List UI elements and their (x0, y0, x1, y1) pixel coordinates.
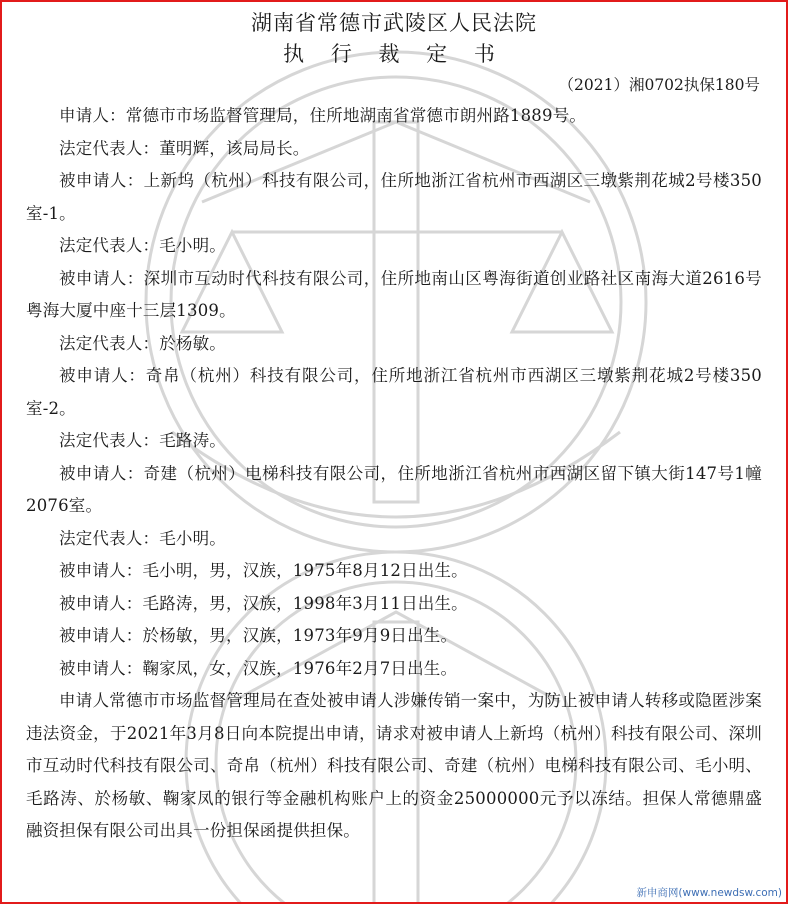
document-type-title: 执 行 裁 定 书 (283, 42, 505, 66)
respondent-1-legal-representative: 法定代表人：毛小明。 (59, 236, 226, 255)
case-body-paragraph: 申请人常德市市场监督管理局在查处被申请人涉嫌传销一案中，为防止被申请人转移或隐匿涉案违法资金，于2021年3月8日向本院提出申请，请求对被申请人上新坞（杭州）科技有限公司、深圳市互动时代科技有限公司、奇帛（杭州）科技有限公司、奇建（杭州）电梯科技有限公司、毛小明、毛路涛、於杨敏、鞠家凤的银行等金融机构账户上的资金25000000元予以冻结。担保人常德鼎盛融资担保有限公司出具一份担保函提供担保。 (26, 691, 762, 840)
respondent-7: 被申请人：於杨敏，男，汉族，1973年9月9日出生。 (59, 626, 458, 645)
respondent-6: 被申请人：毛路涛，男，汉族，1998年3月11日出生。 (59, 593, 468, 613)
respondent-2: 被申请人：深圳市互动时代科技有限公司，住所地南山区粤海街道创业路社区南海大道2616号粤海大厦中座十三层1309。 (26, 268, 762, 320)
applicant-legal-representative: 法定代表人：董明辉，该局局长。 (59, 138, 310, 158)
respondent-3-legal-representative: 法定代表人：毛路涛。 (59, 431, 226, 450)
respondent-1: 被申请人：上新坞（杭州）科技有限公司，住所地浙江省杭州市西湖区三墩紫荆花城2号楼350室-1。 (26, 171, 762, 223)
respondent-8: 被申请人：鞠家凤，女，汉族，1976年2月7日出生。 (59, 658, 458, 678)
court-name: 湖南省常德市武陵区人民法院 (251, 11, 537, 35)
source-watermark-logo: 新申商网(www.newdsw.com) (636, 887, 782, 899)
respondent-5: 被申请人：毛小明，男，汉族，1975年8月12日出生。 (59, 561, 468, 580)
respondent-4-legal-representative: 法定代表人：毛小明。 (59, 528, 226, 548)
respondent-2-legal-representative: 法定代表人：於杨敏。 (59, 333, 226, 353)
applicant: 申请人：常德市市场监督管理局，住所地湖南省常德市朗州路1889号。 (59, 106, 587, 125)
case-number: （2021）湘0702执保180号 (558, 76, 760, 94)
respondent-3: 被申请人：奇帛（杭州）科技有限公司，住所地浙江省杭州市西湖区三墩紫荆花城2号楼350室-2。 (26, 366, 762, 418)
respondent-4: 被申请人：奇建（杭州）电梯科技有限公司，住所地浙江省杭州市西湖区留下镇大街147号1幢2076室。 (26, 463, 762, 515)
